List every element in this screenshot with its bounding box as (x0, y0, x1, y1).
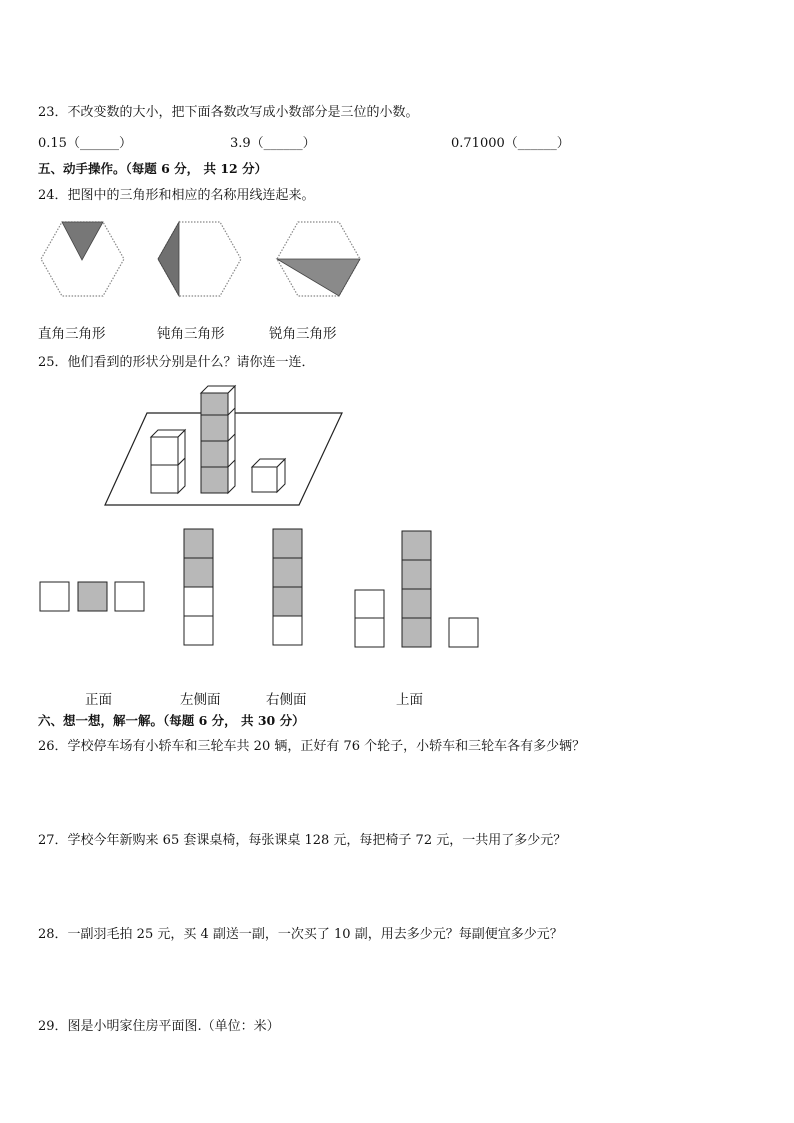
label-right-triangle: 直角三角形 (38, 326, 106, 342)
q25-text: 25．他们看到的形状分别是什么？请你连一连． (38, 355, 315, 370)
label-front-view: 正面 (85, 692, 112, 708)
q23-text: 23．不改变数的大小，把下面各数改写成小数部分是三位的小数。 (38, 105, 419, 120)
q23-item-1[interactable]: 0.15（______） (38, 136, 132, 151)
view-option-2 (184, 529, 213, 645)
view-option-4 (355, 531, 478, 647)
label-left-view: 左侧面 (180, 692, 221, 708)
view-option-3 (273, 529, 302, 645)
q29-text: 29．图是小明家住房平面图.（单位：米） (38, 1019, 280, 1034)
q23-item-2[interactable]: 3.9（______） (230, 136, 316, 151)
gray-cube-tower (201, 386, 235, 493)
view-option-1 (40, 582, 144, 611)
white-cube-stack (151, 430, 185, 493)
section-6-title: 六、想一想，解一解。（每题 6 分， 共 30 分） (38, 713, 305, 728)
label-right-view: 右侧面 (266, 692, 307, 708)
q24-text: 24．把图中的三角形和相应的名称用线连起来。 (38, 188, 315, 203)
section-5-title: 五、动手操作。（每题 6 分， 共 12 分） (38, 161, 268, 176)
label-acute-triangle: 锐角三角形 (269, 326, 337, 342)
q28-text: 28．一副羽毛拍 25 元，买 4 副送一副，一次买了 10 副，用去多少元？每副便宜多少元？ (38, 927, 563, 942)
label-obtuse-triangle: 钝角三角形 (157, 326, 225, 342)
label-top-view: 上面 (396, 692, 423, 708)
q23-item-3[interactable]: 0.71000（______） (451, 136, 570, 151)
q26-text: 26．学校停车场有小轿车和三轮车共 20 辆，正好有 76 个轮子，小轿车和三轮车各有多少辆？ (38, 739, 586, 754)
q27-text: 27．学校今年新购来 65 套课桌椅，每张课桌 128 元，每把椅子 72 元，一共用了多少元？ (38, 833, 567, 848)
single-white-cube (252, 459, 285, 492)
